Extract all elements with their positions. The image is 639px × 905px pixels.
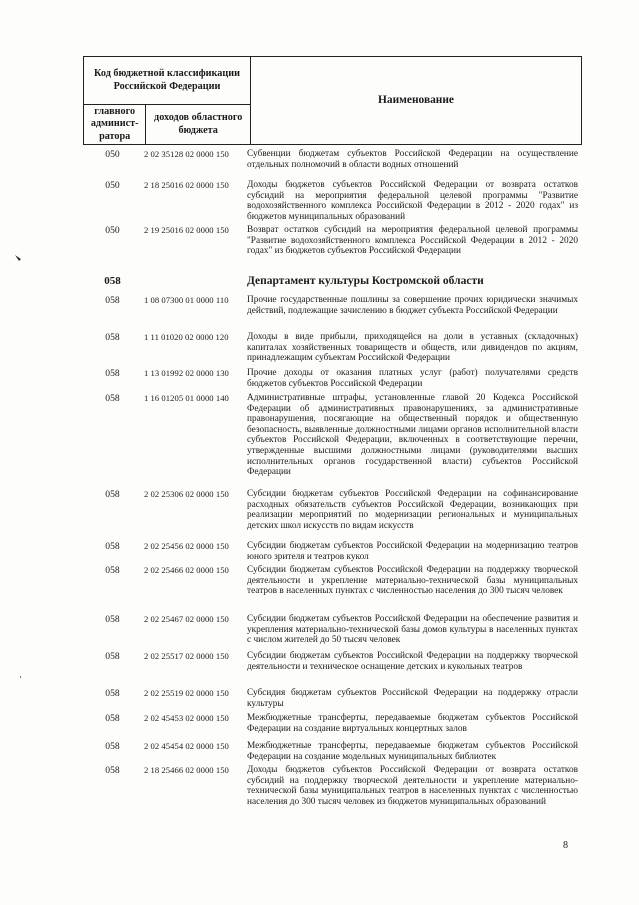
admin-code: 058: [105, 393, 120, 404]
header-income-col: доходов областного бюджета: [146, 105, 251, 145]
income-code: 2 02 45453 02 0000 150: [144, 713, 229, 723]
income-name: Межбюджетные трансферты, передаваемые бюджетам субъектов Российской Федерации на создание виртуальных концертных залов: [247, 713, 578, 734]
scan-speck: [14, 253, 24, 263]
income-name: Доходы бюджетов субъектов Российской Федерации от возврата остатков субсидий на мероприятия федеральной целевой программы "Развитие водохозяйственного комплекса Российской Федерации в 2012 - 2020 годах" из бюджетов муниципальных образований: [247, 180, 578, 222]
admin-code: 058: [105, 765, 120, 776]
income-name: Субсидии бюджетам субъектов Российской Федерации на модернизацию театров юного зрителя и театров кукол: [247, 541, 578, 562]
admin-code: 050: [105, 180, 120, 191]
table-header: [83, 56, 582, 145]
admin-code: 058: [105, 565, 120, 576]
income-code: 1 16 01205 01 0000 140: [144, 393, 229, 403]
income-name: Доходы бюджетов субъектов Российской Федерации от возврата остатков субсидий на поддержку творческой деятельности и укрепление материально-технической базы муниципальных театров в населенных пунктах с численностью населения до 300 тысяч человек из бюджетов муниципальных образований: [247, 765, 578, 807]
income-name: Межбюджетные трансферты, передаваемые бюджетам субъектов Российской Федерации на создание модельных муниципальных библиотек: [247, 741, 578, 762]
admin-code: 058: [105, 614, 120, 625]
income-name: Субсидии бюджетам субъектов Российской Федерации на обеспечение развития и укрепления материально-технической базы домов культуры в населенных пунктах с числом жителей до 50 тысяч человек: [247, 614, 578, 646]
income-name: Прочие доходы от оказания платных услуг (работ) получателями средств бюджетов субъектов Российской Федерации: [247, 368, 578, 389]
admin-code: 058: [105, 713, 120, 724]
income-code: 1 13 01992 02 0000 130: [144, 368, 229, 378]
admin-code: 058: [105, 688, 120, 699]
income-code: 2 18 25466 02 0000 150: [144, 765, 229, 775]
admin-code: 058: [105, 295, 120, 306]
admin-code: 058: [105, 332, 120, 343]
admin-code: 058: [105, 541, 120, 552]
admin-code: 058: [105, 368, 120, 379]
header-code-group: Код бюджетной классификации Российской Федерации: [84, 57, 251, 105]
income-name: Субвенции бюджетам субъектов Российской Федерации на осуществление отдельных полномочий в области водных отношений: [247, 149, 578, 170]
admin-code: 050: [105, 225, 120, 236]
income-code: 2 18 25016 02 0000 150: [144, 180, 229, 190]
income-name: Субсидии бюджетам субъектов Российской Федерации на поддержку творческой деятельности и укрепление материально-технической базы муниципальных театров в населенных пунктах с численностью населения до 300 тысяч человек: [247, 565, 578, 597]
admin-code: 058: [105, 741, 120, 752]
income-code: 2 02 25517 02 0000 150: [144, 651, 229, 661]
income-code: 2 02 35128 02 0000 150: [144, 149, 229, 159]
income-code: 2 02 45454 02 0000 150: [144, 741, 229, 751]
income-code: 1 11 01020 02 0000 120: [144, 332, 229, 342]
admin-code: 050: [105, 149, 120, 160]
scan-dot: [20, 676, 21, 678]
admin-code: 058: [105, 651, 120, 662]
income-code: 2 02 25306 02 0000 150: [144, 489, 229, 499]
income-code: 2 02 25519 02 0000 150: [144, 688, 229, 698]
income-name: Доходы в виде прибыли, приходящейся на доли в уставных (складочных) капиталах хозяйственных товариществ и обществ, или дивидендов по акциям, принадлежащим субъектам Российской Федерации: [247, 332, 578, 364]
income-name: Возврат остатков субсидий на мероприятия федеральной целевой программы "Развитие водохозяйственного комплекса Российской Федерации в 2012 - 2020 годах" из бюджетов субъектов Российской Федерации: [247, 225, 578, 257]
income-code: 2 02 25456 02 0000 150: [144, 541, 229, 551]
income-name: Субсидия бюджетам субъектов Российской Федерации на поддержку отрасли культуры: [247, 688, 578, 709]
income-name: Прочие государственные пошлины за совершение прочих юридически значимых действий, подлежащие зачислению в бюджет субъекта Российской Федерации: [247, 295, 578, 316]
income-name: Административные штрафы, установленные главой 20 Кодекса Российской Федерации об административных правонарушениях, за административные правонарушения, посягающие на общественный порядок и общественную безопасность, выявленные должностными лицами органов исполнительной власти субъектов Российской Федерации, включенных в соответствующие перечни, утвержденные высшими должностными лицами (руководителями высших исполнительных органов государственной власти) субъектов Российской Федерации: [247, 393, 578, 478]
income-name: Субсидии бюджетам субъектов Российской Федерации на поддержку творческой деятельности и техническое оснащение детских и кукольных театров: [247, 651, 578, 672]
header-name: Наименование: [251, 57, 582, 145]
section-title: Департамент культуры Костромской области: [247, 275, 484, 287]
page-number: 8: [563, 840, 568, 851]
header-admin-col: главного админист-ратора: [84, 105, 146, 145]
income-code: 2 02 25466 02 0000 150: [144, 565, 229, 575]
income-code: 1 08 07300 01 0000 110: [144, 295, 229, 305]
admin-code: 058: [105, 489, 120, 500]
income-name: Субсидии бюджетам субъектов Российской Федерации на софинансирование расходных обязательств субъектов Российской Федерации, возникающих при реализации мероприятий по модернизации региональных и муниципальных детских школ искусств по видам искусств: [247, 489, 578, 531]
section-admin-code: 058: [104, 275, 121, 287]
income-code: 2 19 25016 02 0000 150: [144, 225, 229, 235]
income-code: 2 02 25467 02 0000 150: [144, 614, 229, 624]
